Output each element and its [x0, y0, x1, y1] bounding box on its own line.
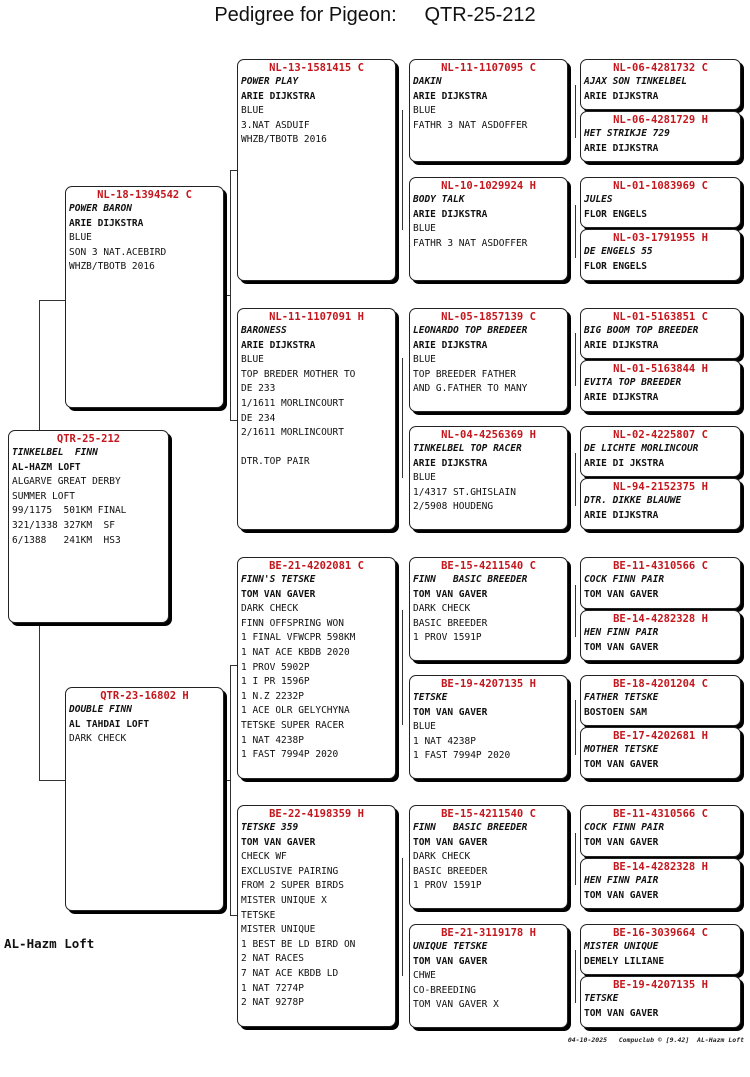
- breeder: TOM VAN GAVER: [241, 588, 316, 600]
- info-line: BLUE: [241, 354, 264, 366]
- ring-number: NL-13-1581415 C: [269, 62, 364, 74]
- pigeon-name: TINKELBEL FINN: [12, 447, 98, 458]
- ring-number: BE-14-4282328 H: [613, 861, 708, 873]
- connector-line: [575, 700, 576, 755]
- pigeon-card-mffm[interactable]: [580, 610, 741, 661]
- info-line: 1 NAT 4238P: [413, 735, 476, 747]
- loft-name: AL-Hazm Loft: [4, 936, 95, 951]
- breeder: TOM VAN GAVER: [413, 588, 488, 600]
- info-line: BLUE: [413, 223, 436, 235]
- pigeon-card-ffmf[interactable]: [580, 177, 741, 228]
- pigeon-name: FINN'S TETSKE: [241, 574, 316, 585]
- info-line: 321/1338 327KM SF: [12, 519, 115, 531]
- info-line: 1/4317 ST.GHISLAIN: [413, 486, 516, 498]
- info-line: ALGARVE GREAT DERBY: [12, 476, 121, 488]
- pigeon-name: BARONESS: [241, 325, 287, 336]
- breeder: ARIE DIJKSTRA: [584, 142, 659, 154]
- info-line: FROM 2 SUPER BIRDS: [241, 880, 344, 892]
- pigeon-name: BIG BOOM TOP BREEDER: [584, 325, 699, 336]
- ring-number: NL-02-4225807 C: [613, 429, 708, 441]
- info-line: MISTER UNIQUE: [241, 924, 316, 936]
- info-line: DARK CHECK: [413, 851, 471, 863]
- pigeon-name: AJAX SON TINKELBEL: [584, 76, 687, 87]
- breeder: AL TAHDAI LOFT: [69, 718, 150, 730]
- ring-number: QTR-25-212: [56, 433, 121, 445]
- ring-number: BE-21-4202081 C: [269, 560, 364, 572]
- page-title: [0, 4, 750, 27]
- breeder: TOM VAN GAVER: [584, 758, 659, 770]
- footer-credit: 04-10-2025 Compuclub © [9.42] AL-Hazm Loft: [567, 1036, 744, 1044]
- info-line: DARK CHECK: [413, 603, 471, 615]
- title-ring: QTR-25-212: [424, 4, 536, 26]
- info-line: TOM VAN GAVER X: [413, 999, 499, 1011]
- breeder: ARIE DIJKSTRA: [69, 217, 144, 229]
- connector-line: [575, 85, 576, 138]
- pigeon-card-mfff[interactable]: [580, 557, 741, 609]
- breeder: ARIE DIJKSTRA: [241, 90, 316, 102]
- breeder: TOM VAN GAVER: [241, 836, 316, 848]
- info-line: [241, 441, 392, 456]
- info-line: BLUE: [69, 232, 92, 244]
- ring-number: BE-17-4202681 H: [613, 730, 708, 742]
- pigeon-name: MOTHER TETSKE: [584, 744, 659, 755]
- pigeon-name: TETSKE: [584, 993, 619, 1004]
- pigeon-card-ffff[interactable]: [580, 59, 741, 110]
- info-line: 1 FAST 7994P 2020: [241, 749, 339, 761]
- pigeon-name: UNIQUE TETSKE: [413, 941, 488, 952]
- pigeon-name: HEN FINN PAIR: [584, 875, 659, 886]
- ring-number: NL-01-5163851 C: [613, 311, 708, 323]
- info-line: 2 NAT RACES: [241, 953, 304, 965]
- title-label: Pedigree for Pigeon:: [214, 4, 397, 26]
- ring-number: BE-19-4207135 H: [441, 678, 536, 690]
- info-line: 1 FAST 7994P 2020: [413, 750, 511, 762]
- ring-number: NL-05-1857139 C: [441, 311, 536, 323]
- ring-number: NL-18-1394542 C: [97, 189, 192, 201]
- pigeon-name: DAKIN: [413, 76, 442, 87]
- pigeon-card-ff[interactable]: [237, 59, 396, 281]
- connector-line: [575, 950, 576, 1003]
- breeder: TOM VAN GAVER: [584, 836, 659, 848]
- breeder: TOM VAN GAVER: [584, 641, 659, 653]
- info-line: 99/1175 501KM FINAL: [12, 505, 127, 517]
- pigeon-card-dam[interactable]: [65, 687, 224, 911]
- pigeon-card-mff[interactable]: [409, 557, 568, 661]
- pigeon-card-mmff[interactable]: [580, 805, 741, 857]
- pigeon-name: FINN BASIC BREEDER: [413, 574, 528, 585]
- pigeon-card-mmfm[interactable]: [580, 858, 741, 909]
- info-line: 1 PROV 5902P: [241, 661, 310, 673]
- connector-line: [402, 110, 403, 230]
- info-line: 1 ACE OLR GELYCHYNA: [241, 705, 350, 717]
- info-line: SUMMER LOFT: [12, 490, 75, 502]
- info-line: TOP BREEDER FATHER: [413, 368, 516, 380]
- pigeon-name: HEN FINN PAIR: [584, 627, 659, 638]
- pigeon-name: DE ENGELS 55: [584, 246, 653, 257]
- pigeon-card-mmf[interactable]: [409, 805, 568, 909]
- pigeon-card-sire[interactable]: [65, 186, 224, 408]
- breeder: ARIE DIJKSTRA: [413, 457, 488, 469]
- pigeon-card-fmmf[interactable]: [580, 426, 741, 477]
- ring-number: BE-14-4282328 H: [613, 613, 708, 625]
- pigeon-card-mmm[interactable]: [409, 924, 568, 1028]
- info-line: BLUE: [413, 354, 436, 366]
- breeder: BOSTOEN SAM: [584, 706, 647, 718]
- ring-number: NL-01-1083969 C: [613, 180, 708, 192]
- info-line: BASIC BREEDER: [413, 617, 488, 629]
- connector-line: [402, 358, 403, 478]
- pigeon-name: HET STRIKJE 729: [584, 128, 670, 139]
- pigeon-card-fff[interactable]: [409, 59, 568, 162]
- info-line: WHZB/TBOTB 2016: [69, 261, 155, 273]
- info-line: MISTER UNIQUE X: [241, 894, 327, 906]
- info-line: 1 NAT 7274P: [241, 982, 304, 994]
- info-line: BLUE: [413, 105, 436, 117]
- pigeon-name: TETSKE 359: [241, 822, 299, 833]
- pigeon-card-subject[interactable]: [8, 430, 169, 623]
- pigeon-card-fm[interactable]: [237, 308, 396, 530]
- info-line: DARK CHECK: [241, 603, 299, 615]
- breeder: TOM VAN GAVER: [584, 588, 659, 600]
- breeder: ARIE DIJKSTRA: [584, 391, 659, 403]
- ring-number: BE-19-4207135 H: [613, 979, 708, 991]
- connector-line: [230, 665, 231, 915]
- info-line: EXCLUSIVE PAIRING: [241, 865, 339, 877]
- ring-number: NL-03-1791955 H: [613, 232, 708, 244]
- pigeon-card-fmmm[interactable]: [580, 478, 741, 530]
- ring-number: NL-06-4281729 H: [613, 114, 708, 126]
- pigeon-name: COCK FINN PAIR: [584, 822, 665, 833]
- pigeon-card-ffmm[interactable]: [580, 229, 741, 281]
- pigeon-name: JULES: [584, 194, 613, 205]
- pigeon-card-mfm[interactable]: [409, 675, 568, 779]
- info-line: 1/1611 MORLINCOURT: [241, 397, 344, 409]
- breeder: ARIE DIJKSTRA: [241, 339, 316, 351]
- info-line: DE 234: [241, 412, 276, 424]
- breeder: TOM VAN GAVER: [584, 1007, 659, 1019]
- pigeon-name: BODY TALK: [413, 194, 465, 205]
- pigeon-card-mmmm[interactable]: [580, 976, 741, 1028]
- breeder: ARIE DIJKSTRA: [413, 90, 488, 102]
- ring-number: BE-18-4201204 C: [613, 678, 708, 690]
- info-line: TETSKE SUPER RACER: [241, 719, 344, 731]
- pigeon-card-fffm[interactable]: [580, 111, 741, 162]
- breeder: AL-HAZM LOFT: [12, 461, 81, 473]
- pigeon-name: LEONARDO TOP BREDEER: [413, 325, 528, 336]
- breeder: ARIE DIJKSTRA: [584, 90, 659, 102]
- pigeon-card-mf[interactable]: [237, 557, 396, 779]
- ring-number: NL-11-1107091 H: [269, 311, 364, 323]
- ring-number: BE-15-4211540 C: [441, 808, 536, 820]
- info-line: CO-BREEDING: [413, 984, 476, 996]
- breeder: ARIE DIJKSTRA: [584, 339, 659, 351]
- info-line: WHZB/TBOTB 2016: [241, 134, 327, 146]
- connector-line: [575, 453, 576, 506]
- info-line: BLUE: [413, 721, 436, 733]
- info-line: 3.NAT ASDUIF: [241, 119, 310, 131]
- breeder: ARIE DIJKSTRA: [413, 339, 488, 351]
- connector-line: [39, 780, 65, 781]
- connector-line: [402, 610, 403, 725]
- breeder: TOM VAN GAVER: [584, 889, 659, 901]
- info-line: 7 NAT ACE KBDB LD: [241, 967, 339, 979]
- info-line: BASIC BREEDER: [413, 865, 488, 877]
- pigeon-name: TINKELBEL TOP RACER: [413, 443, 522, 454]
- pigeon-card-fmm[interactable]: [409, 426, 568, 530]
- breeder: FLOR ENGELS: [584, 260, 647, 272]
- info-line: 1 BEST BE LD BIRD ON: [241, 938, 356, 950]
- ring-number: NL-10-1029924 H: [441, 180, 536, 192]
- ring-number: NL-06-4281732 C: [613, 62, 708, 74]
- info-line: 1 FINAL VFWCPR 598KM: [241, 632, 356, 644]
- info-line: 1 PROV 1591P: [413, 880, 482, 892]
- info-line: CHWE: [413, 970, 436, 982]
- info-line: 2/5908 HOUDENG: [413, 501, 494, 513]
- breeder: ARIE DIJKSTRA: [584, 509, 659, 521]
- pigeon-card-fmff[interactable]: [580, 308, 741, 359]
- ring-number: NL-01-5163844 H: [613, 363, 708, 375]
- pigeon-card-fmf[interactable]: [409, 308, 568, 412]
- pigeon-card-fmfm[interactable]: [580, 360, 741, 412]
- ring-number: BE-15-4211540 C: [441, 560, 536, 572]
- info-line: FATHR 3 NAT ASDOFFER: [413, 119, 528, 131]
- info-line: DE 233: [241, 383, 276, 395]
- info-line: BLUE: [241, 105, 264, 117]
- connector-line: [224, 295, 231, 296]
- pigeon-card-mmmf[interactable]: [580, 924, 741, 975]
- info-line: 6/1388 241KM HS3: [12, 534, 121, 546]
- info-line: 1 PROV 1591P: [413, 632, 482, 644]
- info-line: DTR.TOP PAIR: [241, 456, 310, 468]
- info-line: 2/1611 MORLINCOURT: [241, 427, 344, 439]
- ring-number: NL-94-2152375 H: [613, 481, 708, 493]
- info-line: BLUE: [413, 472, 436, 484]
- breeder: TOM VAN GAVER: [413, 955, 488, 967]
- connector-line: [224, 780, 231, 781]
- connector-line: [575, 585, 576, 637]
- ring-number: BE-22-4198359 H: [269, 808, 364, 820]
- info-line: TOP BREDER MOTHER TO: [241, 368, 356, 380]
- ring-number: BE-21-3119178 H: [441, 927, 536, 939]
- pigeon-card-mm[interactable]: [237, 805, 396, 1027]
- breeder: TOM VAN GAVER: [413, 706, 488, 718]
- pigeon-name: DOUBLE FINN: [69, 704, 132, 715]
- pigeon-name: TETSKE: [413, 692, 448, 703]
- info-line: AND G.FATHER TO MANY: [413, 383, 528, 395]
- info-line: FINN OFFSPRING WON: [241, 617, 344, 629]
- ring-number: BE-16-3039664 C: [613, 927, 708, 939]
- connector-line: [39, 300, 65, 301]
- connector-line: [402, 858, 403, 976]
- pigeon-name: DTR. DIKKE BLAUWE: [584, 495, 682, 506]
- pigeon-name: POWER BARON: [69, 203, 132, 214]
- ring-number: BE-11-4310566 C: [613, 808, 708, 820]
- ring-number: BE-11-4310566 C: [613, 560, 708, 572]
- pigeon-name: EVITA TOP BREEDER: [584, 377, 682, 388]
- ring-number: NL-04-4256369 H: [441, 429, 536, 441]
- breeder: DEMELY LILIANE: [584, 955, 665, 967]
- info-line: SON 3 NAT.ACEBIRD: [69, 246, 167, 258]
- breeder: ARIE DIJKSTRA: [413, 208, 488, 220]
- connector-line: [575, 333, 576, 386]
- ring-number: NL-11-1107095 C: [441, 62, 536, 74]
- info-line: CHECK WF: [241, 851, 287, 863]
- info-line: DARK CHECK: [69, 733, 127, 745]
- pigeon-name: DE LICHTE MORLINCOUR: [584, 443, 699, 454]
- info-line: FATHR 3 NAT ASDOFFER: [413, 237, 528, 249]
- info-line: 1 NAT 4238P: [241, 734, 304, 746]
- info-line: 1 NAT ACE KBDB 2020: [241, 646, 350, 658]
- pigeon-card-mfmm[interactable]: [580, 727, 741, 779]
- info-line: 1 I PR 1596P: [241, 676, 310, 688]
- breeder: TOM VAN GAVER: [413, 836, 488, 848]
- info-line: TETSKE: [241, 909, 276, 921]
- pigeon-name: FINN BASIC BREEDER: [413, 822, 528, 833]
- pigeon-card-ffm[interactable]: [409, 177, 568, 281]
- info-line: 2 NAT 9278P: [241, 997, 304, 1009]
- breeder: FLOR ENGELS: [584, 208, 647, 220]
- pigeon-name: COCK FINN PAIR: [584, 574, 665, 585]
- pigeon-card-mfmf[interactable]: [580, 675, 741, 726]
- breeder: ARIE DI JKSTRA: [584, 457, 665, 469]
- info-line: 1 N.Z 2232P: [241, 690, 304, 702]
- pigeon-name: POWER PLAY: [241, 76, 299, 87]
- ring-number: QTR-23-16802 H: [100, 690, 189, 702]
- connector-line: [575, 833, 576, 885]
- pigeon-name: FATHER TETSKE: [584, 692, 659, 703]
- connector-line: [575, 205, 576, 258]
- pigeon-name: MISTER UNIQUE: [584, 941, 659, 952]
